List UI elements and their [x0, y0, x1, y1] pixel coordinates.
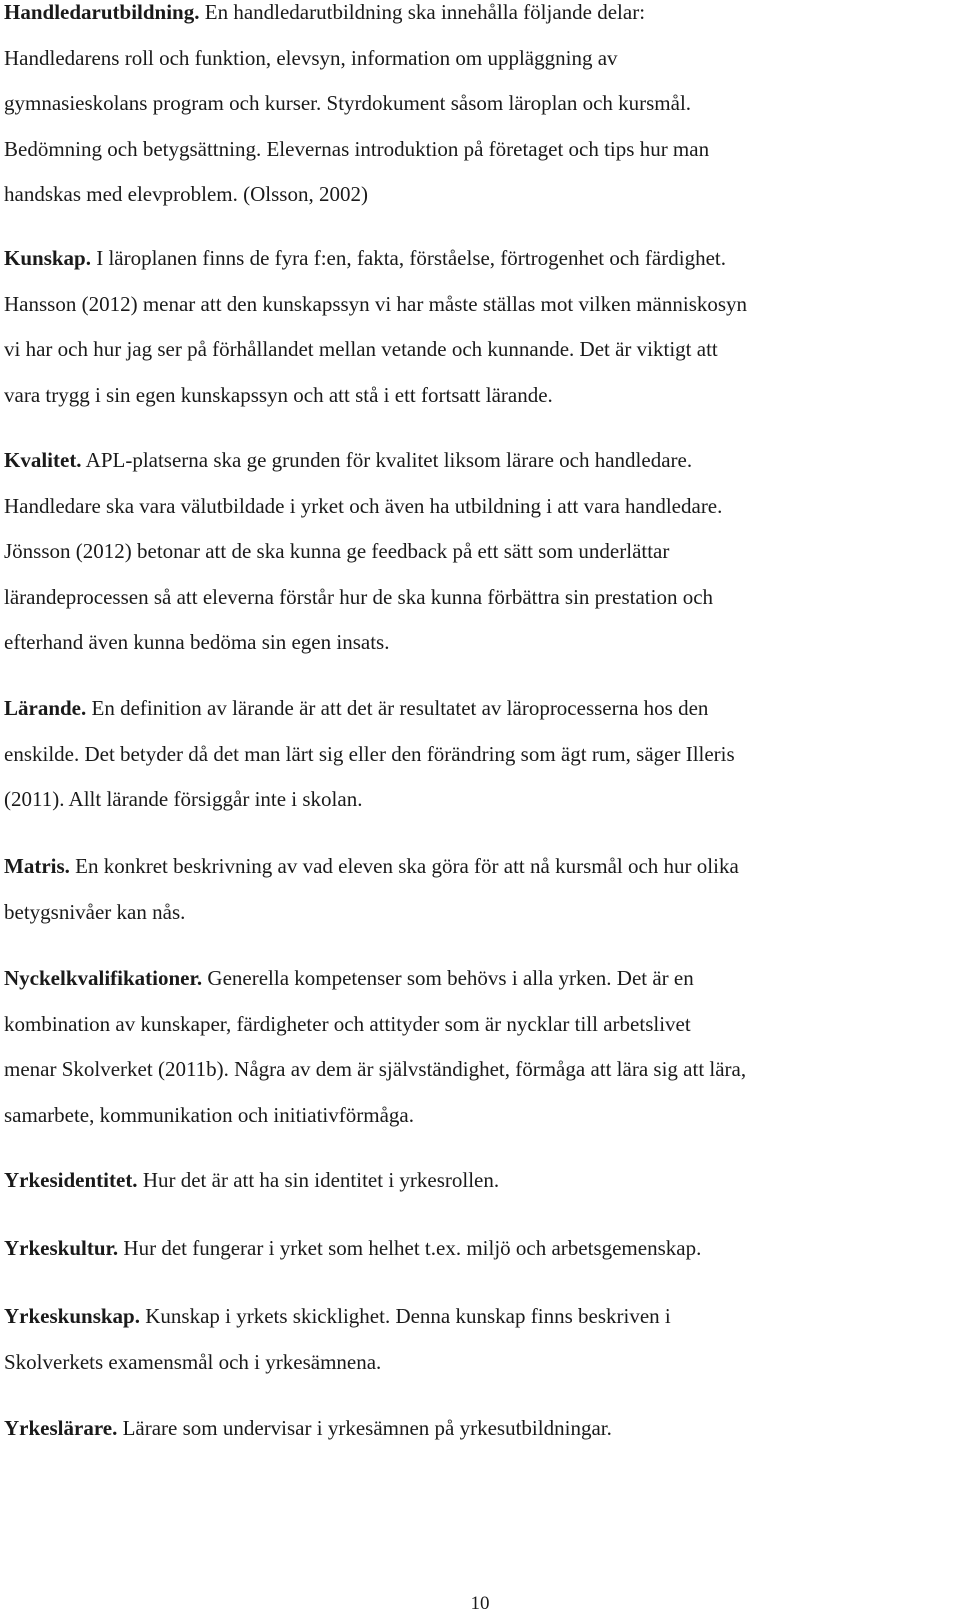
page-number: 10 — [470, 1593, 490, 1614]
entry-term: Kunskap. — [4, 246, 91, 270]
entry-line: enskilde. Det betyder då det man lärt sig eller den förändring som ägt rum, säger Illeris — [4, 741, 735, 766]
entry-nyckelkvalifikationer — [4, 956, 746, 1138]
entry-term: Yrkeskunskap. — [4, 1304, 140, 1328]
entry-line: menar Skolverket (2011b). Några av dem är självständighet, förmåga att lära sig att lära, — [4, 1057, 747, 1082]
entry-line — [4, 0, 709, 36]
entry-term: Kvalitet. — [4, 448, 82, 472]
entry-line — [4, 1294, 671, 1340]
entry-kvalitet — [4, 438, 722, 666]
entry-text: Lärare som undervisar i yrkesämnen på yrkesutbildningar. — [117, 1416, 612, 1440]
entry-term: Handledarutbildning. — [4, 0, 200, 24]
entry-term: Yrkeslärare. — [4, 1416, 118, 1440]
entry-line: (2011). Allt lärande försiggår inte i skolan. — [4, 787, 363, 812]
entry-text: En definition av lärande är att det är resultatet av läroprocesserna hos den — [86, 696, 709, 720]
entry-yrkeslarare — [4, 1406, 612, 1452]
entry-term: Nyckelkvalifikationer. — [4, 966, 203, 990]
entry-text: Hur det är att ha sin identitet i yrkesrollen. — [137, 1168, 500, 1192]
entry-line — [4, 956, 746, 1002]
entry-line — [4, 844, 739, 890]
entry-line — [4, 686, 735, 732]
entry-line: gymnasieskolans program och kurser. Styrdokument såsom läroplan och kursmål. — [4, 91, 692, 116]
entry-line: vara trygg i sin egen kunskapssyn och att stå i ett fortsatt lärande. — [4, 382, 553, 407]
entry-yrkesidentitet — [4, 1158, 499, 1204]
entry-line — [4, 1226, 701, 1272]
entry-line: efterhand även kunna bedöma sin egen insats. — [4, 630, 390, 655]
entry-line — [4, 438, 722, 484]
entry-text: Hur det fungerar i yrket som helhet t.ex. miljö och arbetsgemenskap. — [118, 1236, 702, 1260]
entry-line — [4, 236, 747, 282]
entry-line: vi har och hur jag ser på förhållandet mellan vetande och kunnande. Det är viktigt att — [4, 337, 718, 362]
entry-line: Bedömning och betygsättning. Elevernas introduktion på företaget och tips hur man — [4, 136, 710, 161]
entry-line: handskas med elevproblem. (Olsson, 2002) — [4, 182, 368, 207]
entry-text: Generella kompetenser som behövs i alla yrken. Det är en — [202, 966, 694, 990]
entry-term: Matris. — [4, 854, 70, 878]
entry-text: APL-platserna ska ge grunden för kvalitet liksom lärare och handledare. — [81, 448, 693, 472]
entry-yrkeskultur — [4, 1226, 701, 1272]
entry-line: Handledare ska vara välutbildade i yrket och även ha utbildning i att vara handledare. — [4, 493, 723, 518]
entry-text: Kunskap i yrkets skicklighet. Denna kunskap finns beskriven i — [139, 1304, 671, 1328]
entry-line — [4, 1406, 612, 1452]
entry-term: Yrkesidentitet. — [4, 1168, 138, 1192]
entry-handledarutbildning — [4, 0, 709, 218]
entry-text: I läroplanen finns de fyra f:en, fakta, förståelse, förtrogenhet och färdighet. — [90, 246, 726, 270]
entry-line — [4, 1158, 499, 1204]
entry-larande — [4, 686, 735, 823]
entry-term: Lärande. — [4, 696, 87, 720]
entry-line: betygsnivåer kan nås. — [4, 899, 186, 924]
entry-line: Jönsson (2012) betonar att de ska kunna ge feedback på ett sätt som underlättar — [4, 539, 670, 564]
entry-text: En konkret beskrivning av vad eleven ska göra för att nå kursmål och hur olika — [69, 854, 739, 878]
entry-matris — [4, 844, 739, 935]
entry-yrkeskunskap — [4, 1294, 671, 1385]
entry-line: lärandeprocessen så att eleverna förstår hur de ska kunna förbättra sin prestation och — [4, 584, 714, 609]
entry-line: kombination av kunskaper, färdigheter och attityder som är nycklar till arbetslivet — [4, 1011, 691, 1036]
entry-kunskap — [4, 236, 747, 418]
entry-text: En handledarutbildning ska innehålla följande delar: — [199, 0, 646, 24]
entry-line: Handledarens roll och funktion, elevsyn, information om uppläggning av — [4, 45, 618, 70]
entry-line: Skolverkets examensmål och i yrkesämnena. — [4, 1349, 382, 1374]
entry-term: Yrkeskultur. — [4, 1236, 119, 1260]
entry-line: samarbete, kommunikation och initiativförmåga. — [4, 1102, 414, 1127]
entry-line: Hansson (2012) menar att den kunskapssyn vi har måste ställas mot vilken människosyn — [4, 291, 748, 316]
